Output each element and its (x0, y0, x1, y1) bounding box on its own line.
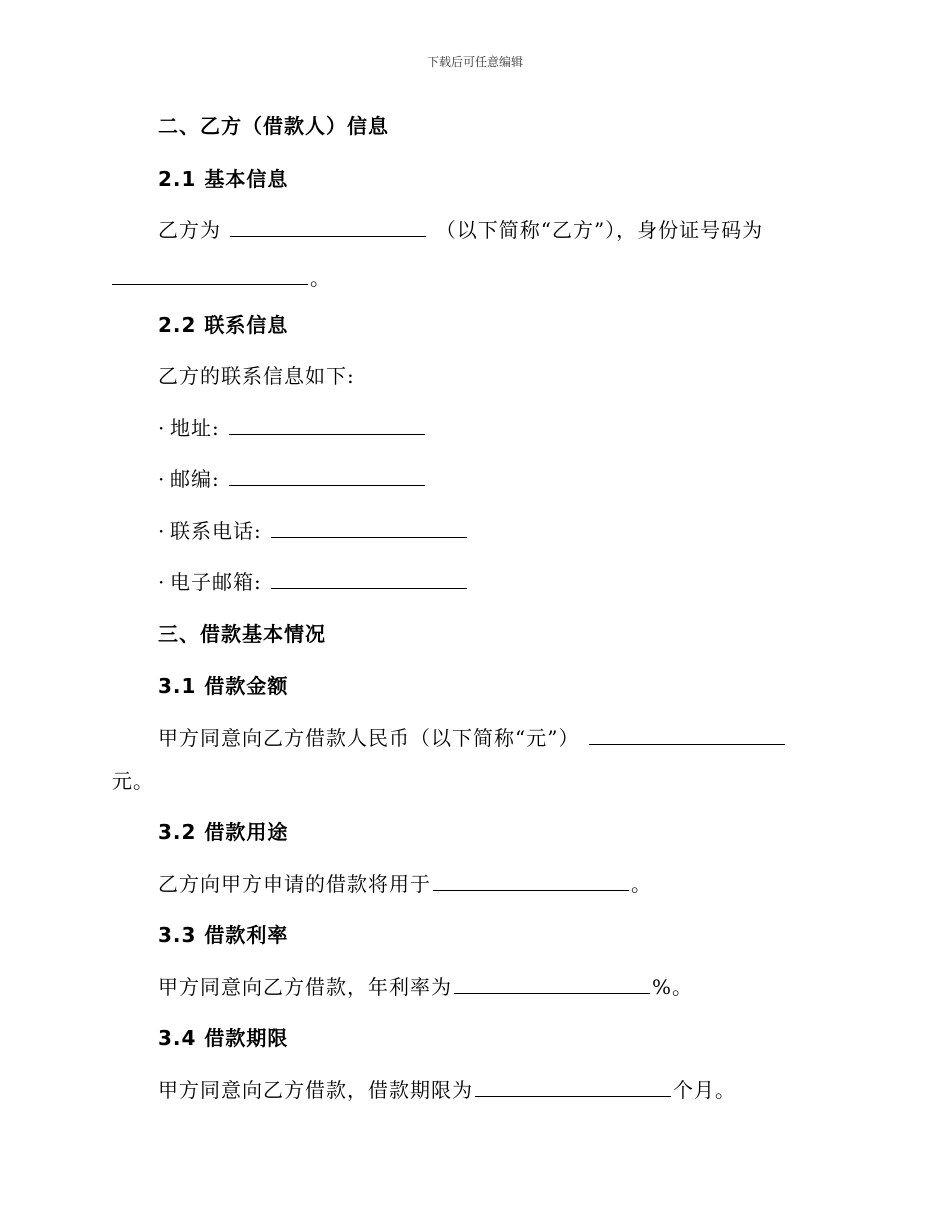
page-header: 下载后可任意编辑 (426, 55, 523, 69)
loan-purpose-prefix: 乙方向甲方申请的借款将用于 (158, 872, 431, 896)
loan-purpose-line (158, 870, 652, 898)
loan-term-blank[interactable] (475, 1076, 671, 1097)
contact-field-label: 联系电话: (170, 519, 262, 543)
bullet-icon: · (158, 416, 166, 440)
interest-rate-blank[interactable] (454, 973, 650, 994)
contact-field-label: 邮编: (170, 467, 220, 491)
loan-amount-unit: 元。 (112, 769, 154, 793)
party-b-name-line (158, 216, 763, 244)
contact-field-email (158, 568, 469, 596)
loan-purpose-suffix: 。 (631, 872, 652, 896)
section-2-title: 二、乙方（借款人）信息 (158, 114, 389, 138)
phone-blank[interactable] (271, 517, 467, 538)
loan-amount-blank[interactable] (589, 724, 785, 745)
section-2-2-title: 2.2 联系信息 (158, 313, 289, 337)
contact-field-address (158, 414, 427, 442)
contact-field-label: 电子邮箱: (170, 570, 262, 594)
contact-field-postcode (158, 465, 427, 493)
contact-field-phone (158, 517, 469, 545)
interest-rate-suffix: %。 (652, 975, 694, 999)
postcode-blank[interactable] (229, 465, 425, 486)
bullet-icon: · (158, 519, 166, 543)
party-b-name-suffix: （以下简称“乙方”），身份证号码为 (435, 218, 764, 242)
section-2-1-title: 2.1 基本信息 (158, 167, 289, 191)
section-3-3-title: 3.3 借款利率 (158, 923, 289, 947)
party-b-name-prefix: 乙方为 (158, 218, 221, 242)
party-b-id-line (112, 264, 331, 292)
loan-term-prefix: 甲方同意向乙方借款，借款期限为 (158, 1078, 473, 1102)
section-3-2-title: 3.2 借款用途 (158, 820, 289, 844)
section-3-4-title: 3.4 借款期限 (158, 1026, 289, 1050)
email-blank[interactable] (271, 568, 467, 589)
section-3-title: 三、借款基本情况 (158, 622, 326, 646)
loan-term-line (158, 1076, 736, 1104)
loan-term-suffix: 个月。 (673, 1078, 736, 1102)
contact-field-label: 地址: (170, 416, 220, 440)
interest-rate-prefix: 甲方同意向乙方借款，年利率为 (158, 975, 452, 999)
party-b-id-suffix: 。 (310, 266, 331, 290)
loan-purpose-blank[interactable] (433, 870, 629, 891)
loan-amount-line (158, 724, 787, 752)
loan-amount-prefix: 甲方同意向乙方借款人民币（以下简称“元”） (158, 726, 580, 750)
bullet-icon: · (158, 467, 166, 491)
interest-rate-line (158, 973, 693, 1001)
contact-intro: 乙方的联系信息如下: (158, 364, 355, 388)
party-b-name-blank[interactable] (230, 216, 426, 237)
bullet-icon: · (158, 570, 166, 594)
section-3-1-title: 3.1 借款金额 (158, 674, 289, 698)
address-blank[interactable] (229, 414, 425, 435)
party-b-id-blank[interactable] (112, 264, 308, 285)
